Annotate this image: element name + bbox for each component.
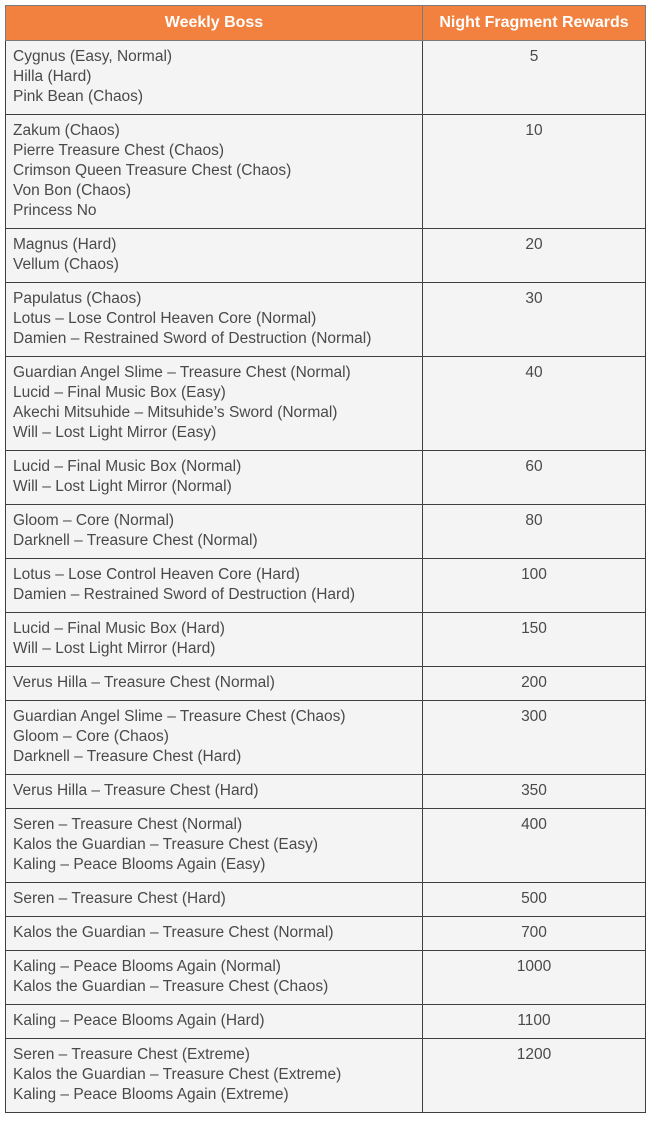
boss-entry: Seren – Treasure Chest (Normal) [13,816,243,833]
boss-entry: Seren – Treasure Chest (Hard) [13,890,226,907]
weekly-boss-cell [6,115,423,229]
weekly-boss-cell [6,229,423,283]
boss-entry: Zakum (Chaos) [13,122,120,139]
boss-entry: Lotus – Lose Control Heaven Core (Normal) [13,310,317,327]
night-fragment-reward-cell: 40 [423,357,646,451]
weekly-boss-cell [6,357,423,451]
boss-entry: Will – Lost Light Mirror (Easy) [13,424,217,441]
boss-entry: Kalos the Guardian – Treasure Chest (Normal) [13,924,334,941]
boss-entry: Kaling – Peace Blooms Again (Extreme) [13,1086,289,1103]
boss-entry: Will – Lost Light Mirror (Normal) [13,478,232,495]
night-fragment-reward-cell: 100 [423,559,646,613]
table-row [6,559,646,613]
boss-entry: Will – Lost Light Mirror (Hard) [13,640,216,657]
weekly-boss-cell [6,701,423,775]
boss-entry: Pierre Treasure Chest (Chaos) [13,142,225,159]
boss-entry: Lucid – Final Music Box (Easy) [13,384,226,401]
boss-entry: Verus Hilla – Treasure Chest (Hard) [13,782,259,799]
boss-entry: Lucid – Final Music Box (Normal) [13,458,242,475]
night-fragment-reward-cell: 30 [423,283,646,357]
weekly-boss-cell [6,883,423,917]
table-row [6,883,646,917]
boss-entry: Darknell – Treasure Chest (Normal) [13,532,258,549]
boss-entry: Darknell – Treasure Chest (Hard) [13,748,242,765]
boss-entry: Hilla (Hard) [13,68,92,85]
boss-entry: Kalos the Guardian – Treasure Chest (Easy) [13,836,318,853]
table-row [6,917,646,951]
table-row [6,357,646,451]
boss-entry: Lotus – Lose Control Heaven Core (Hard) [13,566,300,583]
boss-entry: Kaling – Peace Blooms Again (Hard) [13,1012,265,1029]
weekly-boss-cell [6,951,423,1005]
table-row [6,41,646,115]
night-fragment-reward-cell: 60 [423,451,646,505]
table-row [6,115,646,229]
boss-entry: Kalos the Guardian – Treasure Chest (Chaos) [13,978,329,995]
header-weekly-boss: Weekly Boss [6,6,423,41]
boss-entry: Seren – Treasure Chest (Extreme) [13,1046,250,1063]
boss-entry: Lucid – Final Music Box (Hard) [13,620,225,637]
night-fragment-reward-cell: 700 [423,917,646,951]
weekly-boss-cell [6,505,423,559]
header-night-fragment-rewards: Night Fragment Rewards [423,6,646,41]
weekly-boss-cell [6,667,423,701]
boss-entry: Verus Hilla – Treasure Chest (Normal) [13,674,275,691]
night-fragment-reward-cell: 500 [423,883,646,917]
table-row [6,451,646,505]
weekly-boss-cell [6,917,423,951]
weekly-boss-cell [6,283,423,357]
table-row [6,505,646,559]
boss-entry: Papulatus (Chaos) [13,290,142,307]
table-row [6,775,646,809]
boss-entry: Damien – Restrained Sword of Destruction (Hard) [13,586,355,603]
night-fragment-reward-cell: 1000 [423,951,646,1005]
table-body [6,41,646,1113]
weekly-boss-cell [6,1039,423,1113]
boss-entry: Princess No [13,202,97,219]
weekly-boss-cell [6,775,423,809]
weekly-boss-cell [6,809,423,883]
night-fragment-reward-cell: 350 [423,775,646,809]
weekly-boss-cell [6,1005,423,1039]
night-fragment-reward-cell: 20 [423,229,646,283]
weekly-boss-cell [6,613,423,667]
boss-entry: Kalos the Guardian – Treasure Chest (Extreme) [13,1066,342,1083]
table-row [6,1005,646,1039]
night-fragment-reward-cell: 300 [423,701,646,775]
weekly-boss-cell [6,559,423,613]
table-header-row [6,6,646,41]
boss-entry: Vellum (Chaos) [13,256,119,273]
table-row [6,951,646,1005]
night-fragment-reward-cell: 200 [423,667,646,701]
night-fragment-reward-cell: 5 [423,41,646,115]
night-fragment-reward-cell: 1100 [423,1005,646,1039]
boss-entry: Magnus (Hard) [13,236,117,253]
boss-entry: Akechi Mitsuhide – Mitsuhide’s Sword (Normal) [13,404,338,421]
boss-entry: Guardian Angel Slime – Treasure Chest (Normal) [13,364,351,381]
table-row [6,667,646,701]
boss-entry: Crimson Queen Treasure Chest (Chaos) [13,162,292,179]
night-fragment-reward-cell: 150 [423,613,646,667]
table-row [6,613,646,667]
boss-entry: Von Bon (Chaos) [13,182,132,199]
weekly-boss-cell [6,41,423,115]
night-fragment-reward-cell: 80 [423,505,646,559]
weekly-boss-cell [6,451,423,505]
boss-entry: Kaling – Peace Blooms Again (Normal) [13,958,281,975]
table-row [6,809,646,883]
night-fragment-reward-cell: 10 [423,115,646,229]
night-fragment-reward-cell: 400 [423,809,646,883]
table-row [6,701,646,775]
table-row [6,229,646,283]
table-row [6,1039,646,1113]
night-fragment-rewards-table [5,5,646,1113]
boss-entry: Pink Bean (Chaos) [13,88,144,105]
boss-entry: Gloom – Core (Normal) [13,512,175,529]
boss-entry: Gloom – Core (Chaos) [13,728,169,745]
boss-entry: Damien – Restrained Sword of Destruction (Normal) [13,330,372,347]
boss-entry: Guardian Angel Slime – Treasure Chest (Chaos) [13,708,346,725]
boss-entry: Kaling – Peace Blooms Again (Easy) [13,856,266,873]
table-row [6,283,646,357]
boss-entry: Cygnus (Easy, Normal) [13,48,173,65]
night-fragment-reward-cell: 1200 [423,1039,646,1113]
